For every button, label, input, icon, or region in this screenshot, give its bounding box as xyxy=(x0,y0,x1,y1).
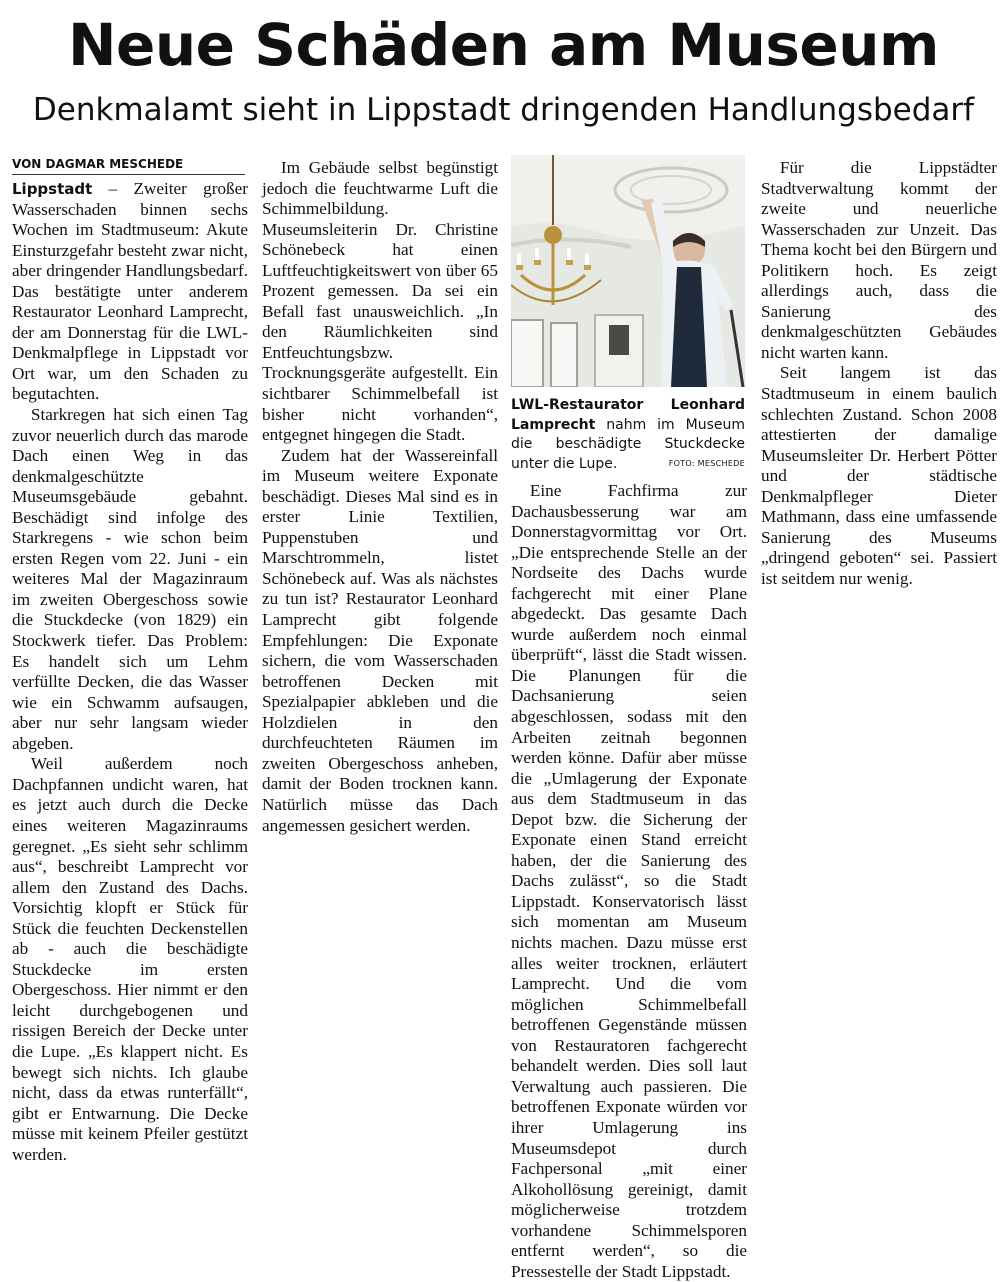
caption-name: LWL-Restaurator Leonhard Lamprecht xyxy=(511,397,745,433)
article-paragraph: Im Gebäude selbst begünstigt jedoch die feuchtwarme Luft die Schimmelbildung. Museumsleiterin Dr. Christine Schönebeck hat einen Luftfeuchtigkeitswert von über 65 Prozent gemessen. Da sei ein Befall fast unausweichlich. „In den Räumlichkeiten sind Entfeuchtungsbzw. Trocknungsgeräte aufgestellt. Ein sichtbarer Schimmelbefall ist bisher nicht vorhanden“, entgegnet hingegen die Stadt. xyxy=(262,158,498,445)
dateline-separator: – xyxy=(92,179,134,198)
lead-paragraph xyxy=(12,179,248,405)
headline: Neue Schäden am Museum xyxy=(68,11,939,79)
article-column-3 xyxy=(511,481,747,1281)
article-column-1 xyxy=(12,179,248,1164)
caption-text: nahm im Museum die beschädigte Stuckdecke unter die Lupe. xyxy=(511,416,745,472)
restorer-photo-illustration xyxy=(511,155,745,387)
article-column-2 xyxy=(262,158,498,1020)
article-paragraph: Seit langem ist das Stadtmuseum in einem baulich schlechten Zustand. Schon 2008 attestierten der damalige Museumsleiter Dr. Herbert Pötter und der städtische Denkmalpfleger Dieter Mathmann, dass eine umfassende Sanierung des Museums „dringend geboten“ sei. Passiert ist seitdem nur wenig. xyxy=(761,363,997,588)
article-paragraph: Eine Fachfirma zur Dachausbesserung war am Donnerstagvormittag vor Ort. „Die entsprechende Stelle an der Nordseite des Dachs wurde fachgerecht mit einer Plane abgedeckt. Das gesamte Dach wurde außerdem noch einmal überprüft“, lässt die Stadt wissen. Die Planungen für die Dachsanierung seien abgeschlossen, sodass mit den Arbeiten zeitnah begonnen werden könne. Dafür aber müsse die „Umlagerung der Exponate aus dem Stadtmuseum in das Depot bzw. die Sicherung der Exponate einen Stand erreicht haben, der die Sanierung des Dachs zulässt“, so die Stadt Lippstadt. Konservatorisch lässt sich momentan am Museum nichts machen. Dazu müsse erst alles weiter trocknen, erläutert Lamprecht. Und die vom möglichen Schimmelbefall betroffenen Gegenstände müssen von Restauratoren fachgerecht behandelt werden. Dies soll laut Verwaltung auch passieren. Die betroffenen Exponate würden vor ihrer Umlagerung ins Museumsdepot durch Fachpersonal „mit einer Alkohollösung gereinigt, damit möglicherweise trotzdem vorhandene Schimmelsporen entfernt werden“, so die Pressestelle der Stadt Lippstadt. xyxy=(511,481,747,1281)
subheadline: Denkmalamt sieht in Lippstadt dringenden Handlungsbedarf xyxy=(32,92,975,128)
article-paragraph: Zweiter großer Wasserschaden binnen sechs Wochen im Stadtmuseum: Akute Einsturzgefahr besteht zwar nicht, aber dringender Handlungsbedarf. Das bestätigte unter anderem Restaurator Leonhard Lamprecht, der am Donnerstag für die LWL-Denkmalpflege in Lippstadt vor Ort war, um den Schaden zu begutachten. xyxy=(12,179,248,404)
photo-credit: FOTO: MESCHEDE xyxy=(668,459,745,468)
article-paragraph: Zudem hat der Wassereinfall im Museum weitere Exponate beschädigt. Dieses Mal sind es in erster Linie Textilien, Puppenstuben und Marschtrommeln, listet Schönebeck auf. Was als nächstes zu tun ist? Restaurator Leonhard Lamprecht gibt folgende Empfehlungen: Die Exponate sichern, die vom Wasserschaden betroffenen Decken mit Spezialpapier abkleben und die Holzdielen in den durchfeuchteten Räumen im zweiten Obergeschoss anheben, damit der Boden trocknen kann. Natürlich müsse das Dach angemessen gesichert werden. xyxy=(262,445,498,835)
byline: VON DAGMAR MESCHEDE xyxy=(12,156,245,175)
article-paragraph: Weil außerdem noch Dachpfannen undicht waren, hat es jetzt auch durch die Decke eines weiteren Magazinraums geregnet. „Es sieht sehr schlimm aus“, beschreibt Lamprecht vor allem den Zustand des Dachs. Vorsichtig klopft er Stück für Stück die feuchten Deckenstellen ab - auch die beschädigte Stuckdecke im ersten Obergeschoss. Hier nimmt er den leicht durchgebogenen und rissigen Bereich der Decke unter die Lupe. „Es klappert nicht. Es bewegt sich nichts. Ich glaube nicht, dass da etwas runterfällt“, gibt er Entwarnung. Die Decke müsse mit keinem Pfeiler gestützt werden. xyxy=(12,754,248,1164)
article-paragraph: Starkregen hat sich einen Tag zuvor neuerlich durch das marode Dach einen Weg in das denkmalgeschützte Museumsgebäude gebahnt. Beschädigt sind infolge des Starkregens - wie schon beim ersten Regen vom 22. Juni - ein weiteres Mal der Magazinraum im zweiten Obergeschoss sowie die Stuckdecke (von 1829) ein Stockwerk tiefer. Das Problem: Es handelt sich um Lehm verfüllte Decken, die das Wasser wie ein Schwamm aufsaugen, aber nur sehr langsam wieder abgeben. xyxy=(12,405,248,753)
article-paragraph: Für die Lippstädter Stadtverwaltung kommt der zweite und neuerliche Wasserschaden zur Unzeit. Das Thema kocht bei den Bürgern und Politikern hoch. Es zeigt allerdings auch, dass die Sanierung des denkmalgeschützten Gebäudes nicht warten kann. xyxy=(761,158,997,362)
dateline: Lippstadt xyxy=(12,180,93,198)
article-photo xyxy=(511,155,745,387)
article-column-4 xyxy=(761,158,997,1020)
